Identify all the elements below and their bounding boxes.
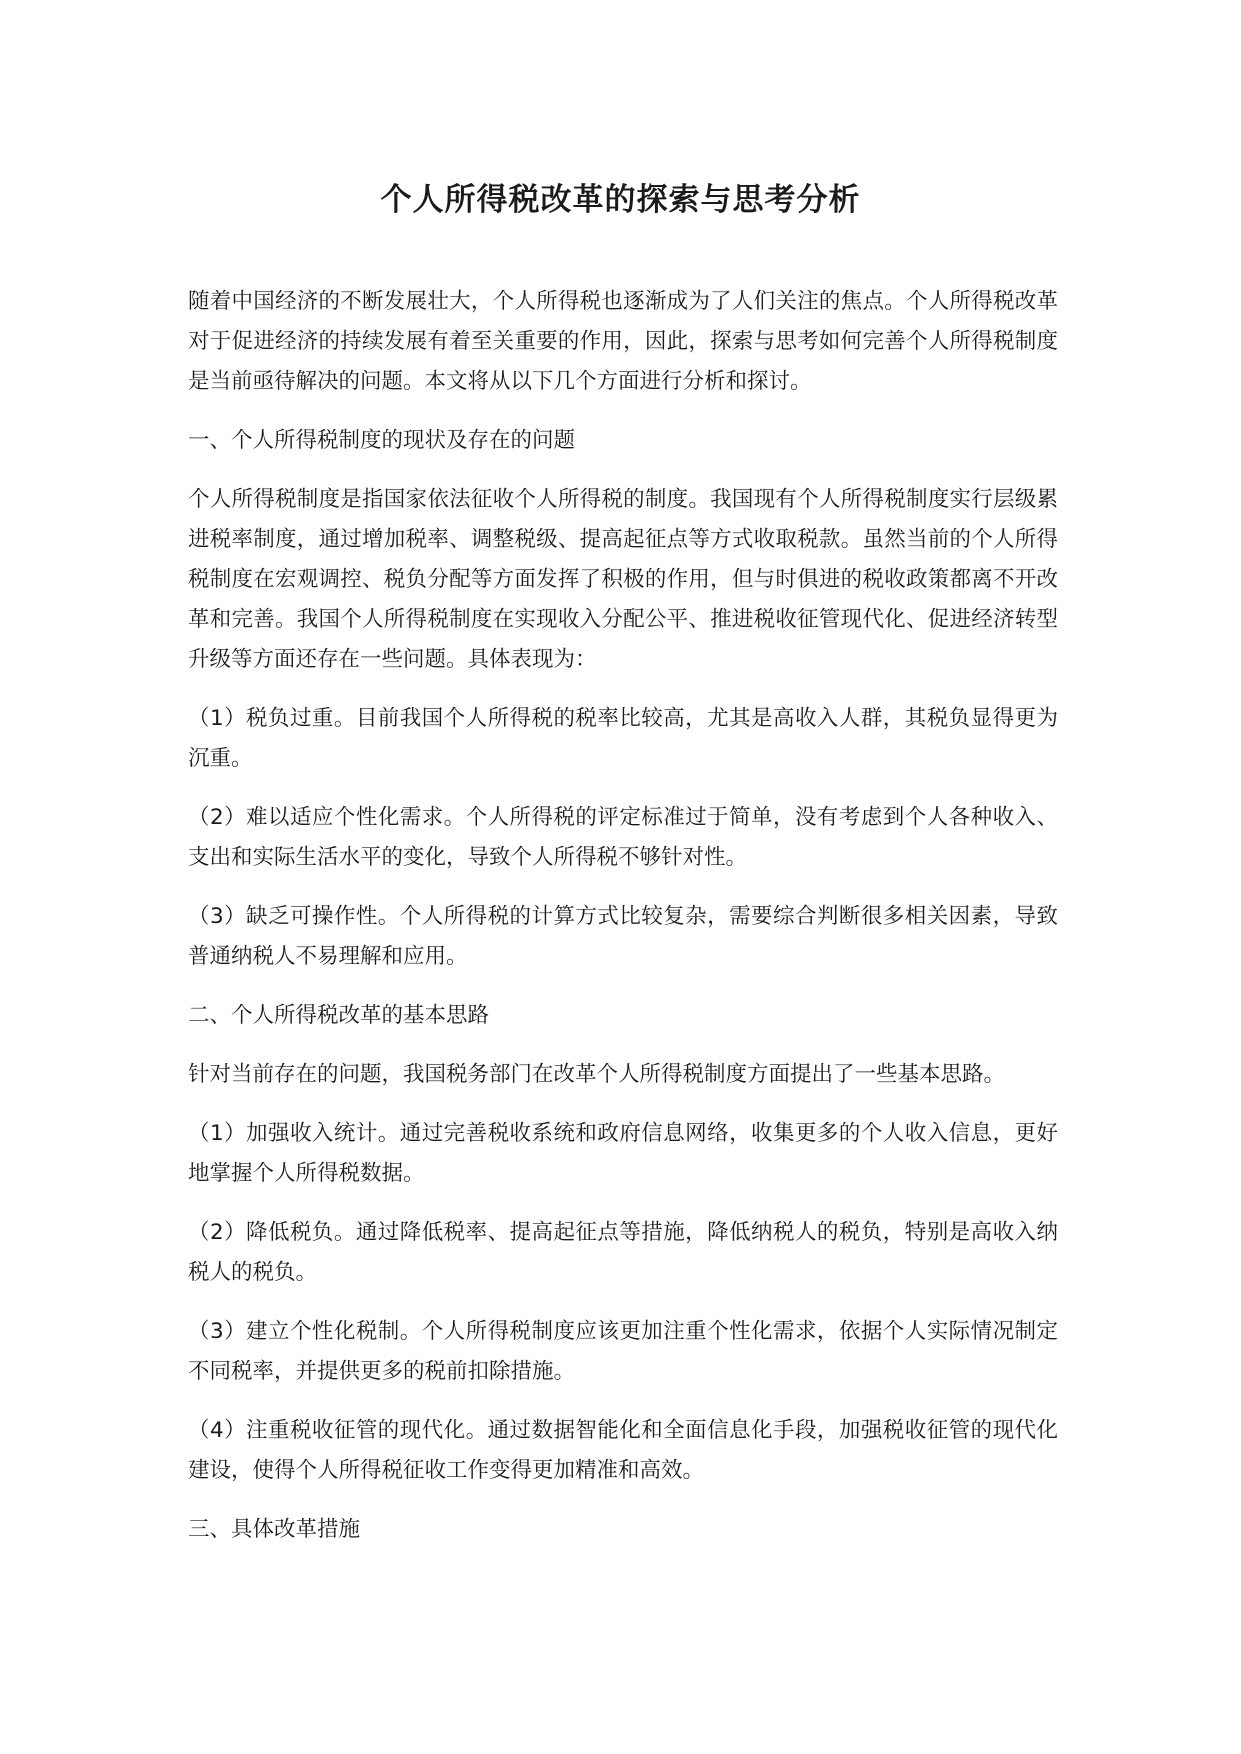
section-heading-3: 三、具体改革措施 (188, 1517, 361, 1542)
document-body (188, 282, 1058, 1569)
problem-item-1: （1）税负过重。目前我国个人所得税的税率比较高，尤其是高收入人群，其税负显得更为沉重。 (188, 706, 1058, 771)
problem-item-2: （2）难以适应个性化需求。个人所得税的评定标准过于简单，没有考虑到个人各种收入、支出和实际生活水平的变化，导致个人所得税不够针对性。 (188, 805, 1058, 870)
idea-item-3: （3）建立个性化税制。个人所得税制度应该更加注重个性化需求，依据个人实际情况制定不同税率，并提供更多的税前扣除措施。 (188, 1319, 1058, 1384)
idea-item-2: （2）降低税负。通过降低税率、提高起征点等措施，降低纳税人的税负，特别是高收入纳税人的税负。 (188, 1220, 1058, 1285)
section-heading-2: 二、个人所得税改革的基本思路 (188, 1003, 490, 1028)
intro-paragraph: 随着中国经济的不断发展壮大，个人所得税也逐渐成为了人们关注的焦点。个人所得税改革对于促进经济的持续发展有着至关重要的作用，因此，探索与思考如何完善个人所得税制度是当前亟待解决的问题。本文将从以下几个方面进行分析和探讨。 (188, 289, 1058, 394)
section-2-paragraph: 针对当前存在的问题，我国税务部门在改革个人所得税制度方面提出了一些基本思路。 (188, 1062, 1006, 1087)
idea-item-1: （1）加强收入统计。通过完善税收系统和政府信息网络，收集更多的个人收入信息，更好地掌握个人所得税数据。 (188, 1121, 1058, 1186)
section-1-paragraph: 个人所得税制度是指国家依法征收个人所得税的制度。我国现有个人所得税制度实行层级累进税率制度，通过增加税率、调整税级、提高起征点等方式收取税款。虽然当前的个人所得税制度在宏观调控、税负分配等方面发挥了积极的作用，但与时俱进的税收政策都离不开改革和完善。我国个人所得税制度在实现收入分配公平、推进税收征管现代化、促进经济转型升级等方面还存在一些问题。具体表现为： (188, 487, 1058, 672)
problem-item-3: （3）缺乏可操作性。个人所得税的计算方式比较复杂，需要综合判断很多相关因素，导致普通纳税人不易理解和应用。 (188, 904, 1058, 969)
document-title: 个人所得税改革的探索与思考分析 (380, 182, 861, 218)
idea-item-4: （4）注重税收征管的现代化。通过数据智能化和全面信息化手段，加强税收征管的现代化建设，使得个人所得税征收工作变得更加精准和高效。 (188, 1418, 1058, 1483)
section-heading-1: 一、个人所得税制度的现状及存在的问题 (188, 428, 576, 453)
